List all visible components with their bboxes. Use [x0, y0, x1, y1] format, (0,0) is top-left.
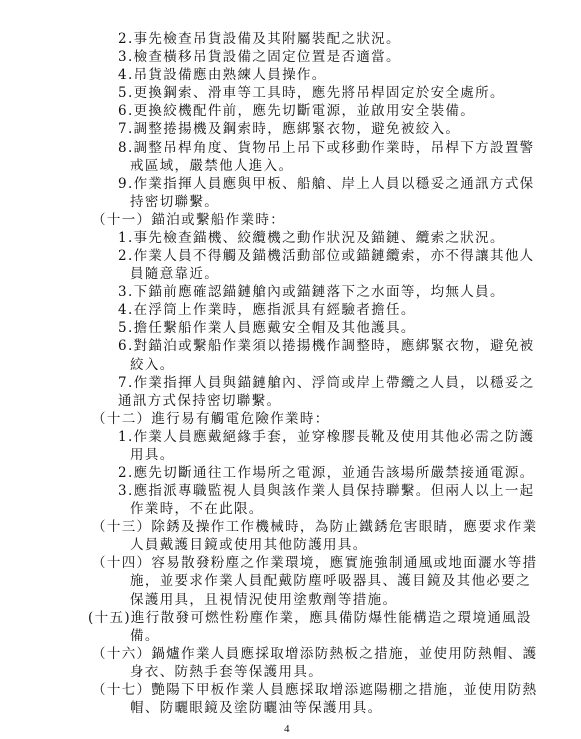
section-heading: (十五)進行散發可燃性粉塵作業，應具備防爆性能構造之環境通風設 [88, 609, 532, 626]
section-continuation-line: 備。 [130, 627, 160, 644]
item-line: 7.作業指揮人員與錨鏈艙內、浮筒或岸上帶纜之人員，以穩妥之 [118, 374, 535, 391]
item-line: 5.擔任繫船作業人員應戴安全帽及其他護具。 [118, 320, 416, 337]
item-line: 2.應先切斷通往工作場所之電源，並通告該場所嚴禁接通電源。 [118, 464, 535, 481]
section-heading: （十一）錨泊或繫船作業時： [92, 211, 286, 228]
item-line: 6.對錨泊或繫船作業須以捲揚機作調整時，應綁緊衣物，避免被 [118, 338, 535, 355]
page-number: 4 [284, 723, 290, 735]
item-line: 2.作業人員不得觸及錨機活動部位或錨鏈纜索，亦不得讓其他人 [118, 248, 535, 264]
item-line: 1.作業人員應戴絕緣手套，並穿橡膠長靴及使用其他必需之防護 [118, 428, 535, 445]
item-line: 3.應指派專職監視人員與該作業人員保持聯繫。但兩人以上一起 [118, 483, 535, 499]
section-heading: （十七）艷陽下甲板作業人員應採取增添遮陽棚之措施，並使用防熱 [92, 681, 538, 698]
section-continuation-line: 施，並要求作業人員配戴防塵呼吸器具、護目鏡及其他必要之 [130, 573, 531, 590]
item-continuation-line: 戒區域，嚴禁他人進入。 [130, 157, 294, 174]
item-continuation-line: 通訊方式保持密切聯繫。 [118, 392, 282, 409]
item-continuation-line: 絞入。 [130, 356, 175, 373]
item-line: 3.下錨前應確認錨鏈艙內或錨鏈落下之水面等，均無人員。 [118, 284, 505, 301]
item-line: 4.吊貨設備應由熟練人員操作。 [118, 67, 327, 84]
item-line: 8.調整吊桿角度、貨物吊上吊下或移動作業時，吊桿下方設置警 [118, 139, 535, 156]
item-line: 5.更換鋼索、滑車等工具時，應先將吊桿固定於安全處所。 [118, 85, 505, 102]
item-line: 4.在浮筒上作業時，應指派具有經驗者擔任。 [118, 302, 416, 319]
item-continuation-line: 持密切聯繫。 [130, 193, 220, 210]
section-continuation-line: 身衣、防熱手套等保護用具。 [130, 663, 324, 680]
item-line: 1.事先檢查錨機、絞纜機之動作狀況及錨鏈、纜索之狀況。 [118, 229, 505, 246]
section-continuation-line: 保護用具，且視情況使用塗敷劑等措施。 [130, 591, 398, 608]
item-line: 6.更換絞機配件前，應先切斷電源，並啟用安全裝備。 [118, 103, 476, 120]
section-continuation-line: 人員戴護目鏡或使用其他防護用具。 [130, 537, 368, 554]
section-heading: （十六）鍋爐作業人員應採取增添防熱板之措施，並使用防熱帽、護 [92, 645, 538, 662]
item-line: 3.檢查橫移吊貨設備之固定位置是否適當。 [118, 49, 401, 66]
section-continuation-line: 帽、防曬眼鏡及塗防曬油等保護用具。 [130, 700, 383, 716]
item-continuation-line: 員隨意靠近。 [130, 266, 220, 283]
item-line: 9.作業指揮人員應與甲板、船艙、岸上人員以穩妥之通訊方式保 [118, 175, 535, 192]
item-continuation-line: 用具。 [130, 446, 175, 463]
section-heading: （十三）除銹及操作工作機械時，為防止鐵銹危害眼睛，應要求作業 [92, 519, 538, 536]
section-heading: （十二）進行易有觸電危險作業時： [92, 410, 330, 427]
item-continuation-line: 作業時，不在此限。 [130, 501, 264, 518]
section-heading: （十四）容易散發粉塵之作業環境，應實施強制通風或地面灑水等措 [92, 555, 538, 572]
item-line: 2.事先檢查吊貨設備及其附屬裝配之狀況。 [118, 31, 401, 47]
item-line: 7.調整捲揚機及鋼索時，應綁緊衣物，避免被絞入。 [118, 121, 461, 138]
